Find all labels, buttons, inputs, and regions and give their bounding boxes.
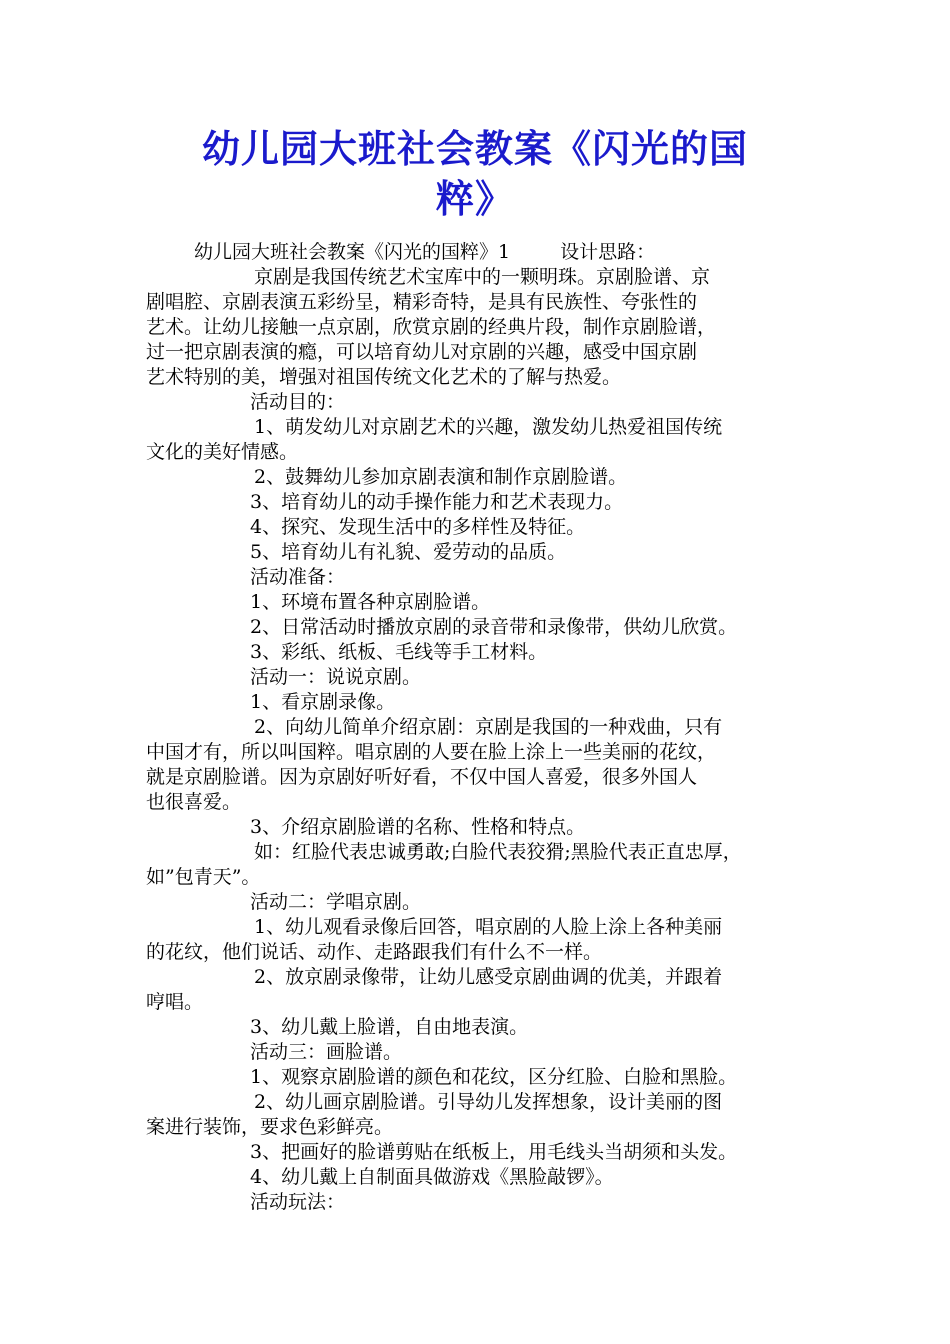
section-heading: 活动准备：: [250, 566, 346, 588]
section-heading: 活动玩法：: [250, 1191, 346, 1213]
list-item: 1、环境布置各种京剧脸谱。: [250, 591, 491, 613]
list-item: 2、鼓舞幼儿参加京剧表演和制作京剧脸谱。: [254, 466, 628, 488]
list-item: 5、培育幼儿有礼貌、爱劳动的品质。: [250, 541, 567, 563]
paragraph-line: 中国才有，所以叫国粹。唱京剧的人要在脸上涂上一些美丽的花纹，: [146, 741, 717, 763]
list-item: 3、彩纸、纸板、毛线等手工材料。: [250, 641, 548, 663]
section-heading: 活动一：说说京剧。: [250, 666, 422, 688]
list-item: 3、把画好的脸谱剪贴在纸板上，用毛线头当胡须和头发。: [250, 1141, 738, 1163]
paragraph-line: 如：红脸代表忠诚勇敢;白脸代表狡猾;黑脸代表正直忠厚，: [254, 841, 742, 863]
section-heading: 活动三：画脸谱。: [250, 1041, 403, 1063]
paragraph-line: 艺术。让幼儿接触一点京剧，欣赏京剧的经典片段，制作京剧脸谱，: [146, 316, 717, 338]
list-item: 1、幼儿观看录像后回答，唱京剧的人脸上涂上各种美丽: [254, 916, 723, 938]
list-item: 1、看京剧录像。: [250, 691, 396, 713]
design-idea-heading: 设计思路：: [560, 241, 656, 263]
list-item: 2、放京剧录像带，让幼儿感受京剧曲调的优美，并跟着: [254, 966, 723, 988]
paragraph-line: 过一把京剧表演的瘾，可以培育幼儿对京剧的兴趣，感受中国京剧: [146, 341, 698, 363]
paragraph-line: 就是京剧脸谱。因为京剧好听好看，不仅中国人喜爱，很多外国人: [146, 766, 698, 788]
document-body: [146, 240, 810, 1215]
paragraph-line: 也很喜爱。: [146, 791, 242, 813]
list-item: 2、日常活动时播放京剧的录音带和录像带，供幼儿欣赏。: [250, 616, 738, 638]
list-item: 3、介绍京剧脸谱的名称、性格和特点。: [250, 816, 586, 838]
title-line-2: 粹》: [435, 177, 514, 221]
list-item: 4、探究、发现生活中的多样性及特征。: [250, 516, 586, 538]
lesson-name: 幼儿园大班社会教案《闪光的国粹》1: [194, 241, 511, 263]
list-item: 2、向幼儿简单介绍京剧：京剧是我国的一种戏曲，只有: [254, 716, 723, 738]
list-item: 2、幼儿画京剧脸谱。引导幼儿发挥想象，设计美丽的图: [254, 1091, 723, 1113]
list-item-continuation: 案进行装饰，要求色彩鲜亮。: [146, 1116, 394, 1138]
document-title: [150, 124, 800, 224]
paragraph-line: 艺术特别的美，增强对祖国传统文化艺术的了解与热爱。: [146, 366, 622, 388]
paragraph-line: 如”包青天”。: [146, 866, 261, 888]
section-heading: 活动二：学唱京剧。: [250, 891, 422, 913]
paragraph-line: 剧唱腔、京剧表演五彩纷呈，精彩奇特，是具有民族性、夸张性的: [146, 291, 698, 313]
section-heading: 活动目的：: [250, 391, 346, 413]
list-item: 3、幼儿戴上脸谱，自由地表演。: [250, 1016, 529, 1038]
title-line-1: 幼儿园大班社会教案《闪光的国: [201, 127, 748, 171]
list-item-continuation: 哼唱。: [146, 991, 204, 1013]
list-item-continuation: 文化的美好情感。: [146, 441, 299, 463]
list-item-continuation: 的花纹，他们说话、动作、走路跟我们有什么不一样。: [146, 941, 603, 963]
list-item: 3、培育幼儿的动手操作能力和艺术表现力。: [250, 491, 624, 513]
intro-line: [146, 240, 810, 265]
list-item: 4、幼儿戴上自制面具做游戏《黑脸敲锣》。: [250, 1166, 614, 1188]
list-item: 1、观察京剧脸谱的颜色和花纹，区分红脸、白脸和黑脸。: [250, 1066, 738, 1088]
list-item: 1、萌发幼儿对京剧艺术的兴趣，激发幼儿热爱祖国传统: [254, 416, 723, 438]
paragraph-line: 京剧是我国传统艺术宝库中的一颗明珠。京剧脸谱、京: [254, 266, 711, 288]
